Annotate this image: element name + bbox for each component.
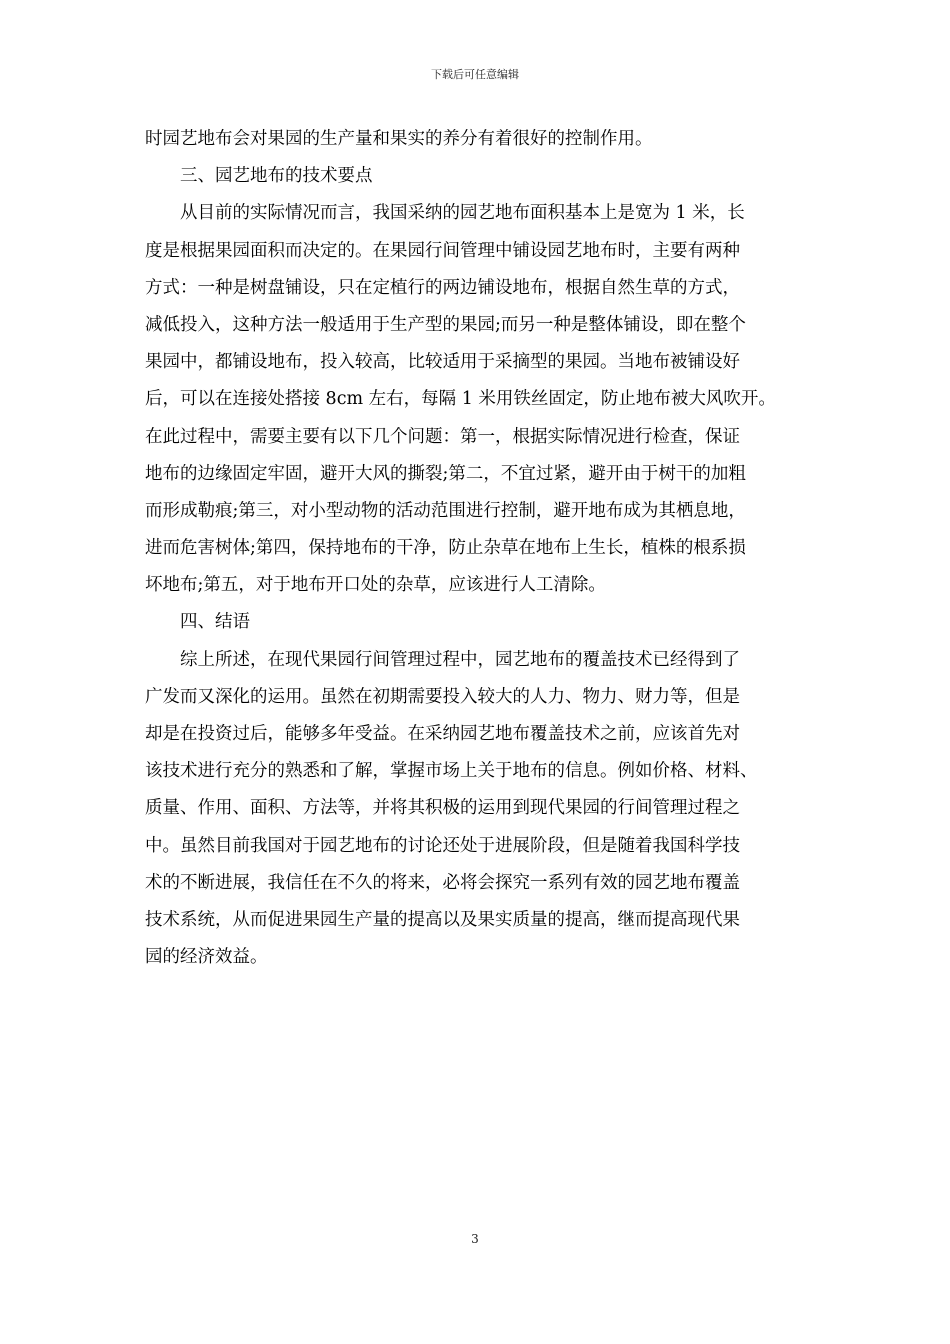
page-number: 3 — [471, 1232, 479, 1246]
text-line: 度是根据果园面积而决定的。在果园行间管理中铺设园艺地布时，主要有两种 — [145, 240, 740, 261]
page-header: 下载后可任意编辑 — [431, 68, 519, 81]
text-line: 广发而又深化的运用。虽然在初期需要投入较大的人力、物力、财力等，但是 — [145, 686, 740, 707]
text-line: 综上所述，在现代果园行间管理过程中，园艺地布的覆盖技术已经得到了 — [145, 649, 740, 670]
text-line: 在此过程中，需要主要有以下几个问题：第一，根据实际情况进行检查，保证 — [145, 426, 740, 447]
text-line: 从目前的实际情况而言，我国采纳的园艺地布面积基本上是宽为 1 米，长 — [145, 203, 745, 224]
text-line: 进而危害树体;第四，保持地布的干净，防止杂草在地布上生长，植株的根系损 — [145, 538, 746, 559]
text-line: 技术系统，从而促进果园生产量的提高以及果实质量的提高，继而提高现代果 — [145, 909, 740, 930]
text-line: 坏地布;第五，对于地布开口处的杂草，应该进行人工清除。 — [145, 575, 606, 596]
text-line: 质量、作用、面积、方法等，并将其积极的运用到现代果园的行间管理过程之 — [145, 798, 740, 819]
section-heading: 三、园艺地布的技术要点 — [145, 166, 373, 187]
text-line: 术的不断进展，我信任在不久的将来，必将会探究一系列有效的园艺地布覆盖 — [145, 872, 740, 893]
text-line: 时园艺地布会对果园的生产量和果实的养分有着很好的控制作用。 — [145, 129, 653, 149]
text-line: 果园中，都铺设地布，投入较高，比较适用于采摘型的果园。当地布被铺设好 — [145, 352, 740, 373]
text-line: 中。虽然目前我国对于园艺地布的讨论还处于进展阶段，但是随着我国科学技 — [145, 835, 740, 856]
document-body — [145, 121, 821, 976]
section-heading: 四、结语 — [145, 612, 250, 633]
text-line: 地布的边缘固定牢固，避开大风的撕裂;第二，不宜过紧，避开由于树干的加粗 — [145, 463, 746, 484]
text-line: 园的经济效益。 — [145, 947, 268, 968]
text-line: 方式：一种是树盘铺设，只在定植行的两边铺设地布，根据自然生草的方式， — [145, 277, 740, 298]
text-line: 该技术进行充分的熟悉和了解，掌握市场上关于地布的信息。例如价格、材料、 — [145, 761, 758, 782]
text-line: 却是在投资过后，能够多年受益。在采纳园艺地布覆盖技术之前，应该首先对 — [145, 724, 740, 744]
text-line: 后，可以在连接处搭接 8cm 左右，每隔 1 米用铁丝固定，防止地布被大风吹开。 — [145, 389, 776, 410]
text-line: 而形成勒痕;第三，对小型动物的活动范围进行控制，避开地布成为其栖息地， — [145, 500, 746, 521]
text-line: 减低投入，这种方法一般适用于生产型的果园;而另一种是整体铺设，即在整个 — [145, 314, 746, 335]
